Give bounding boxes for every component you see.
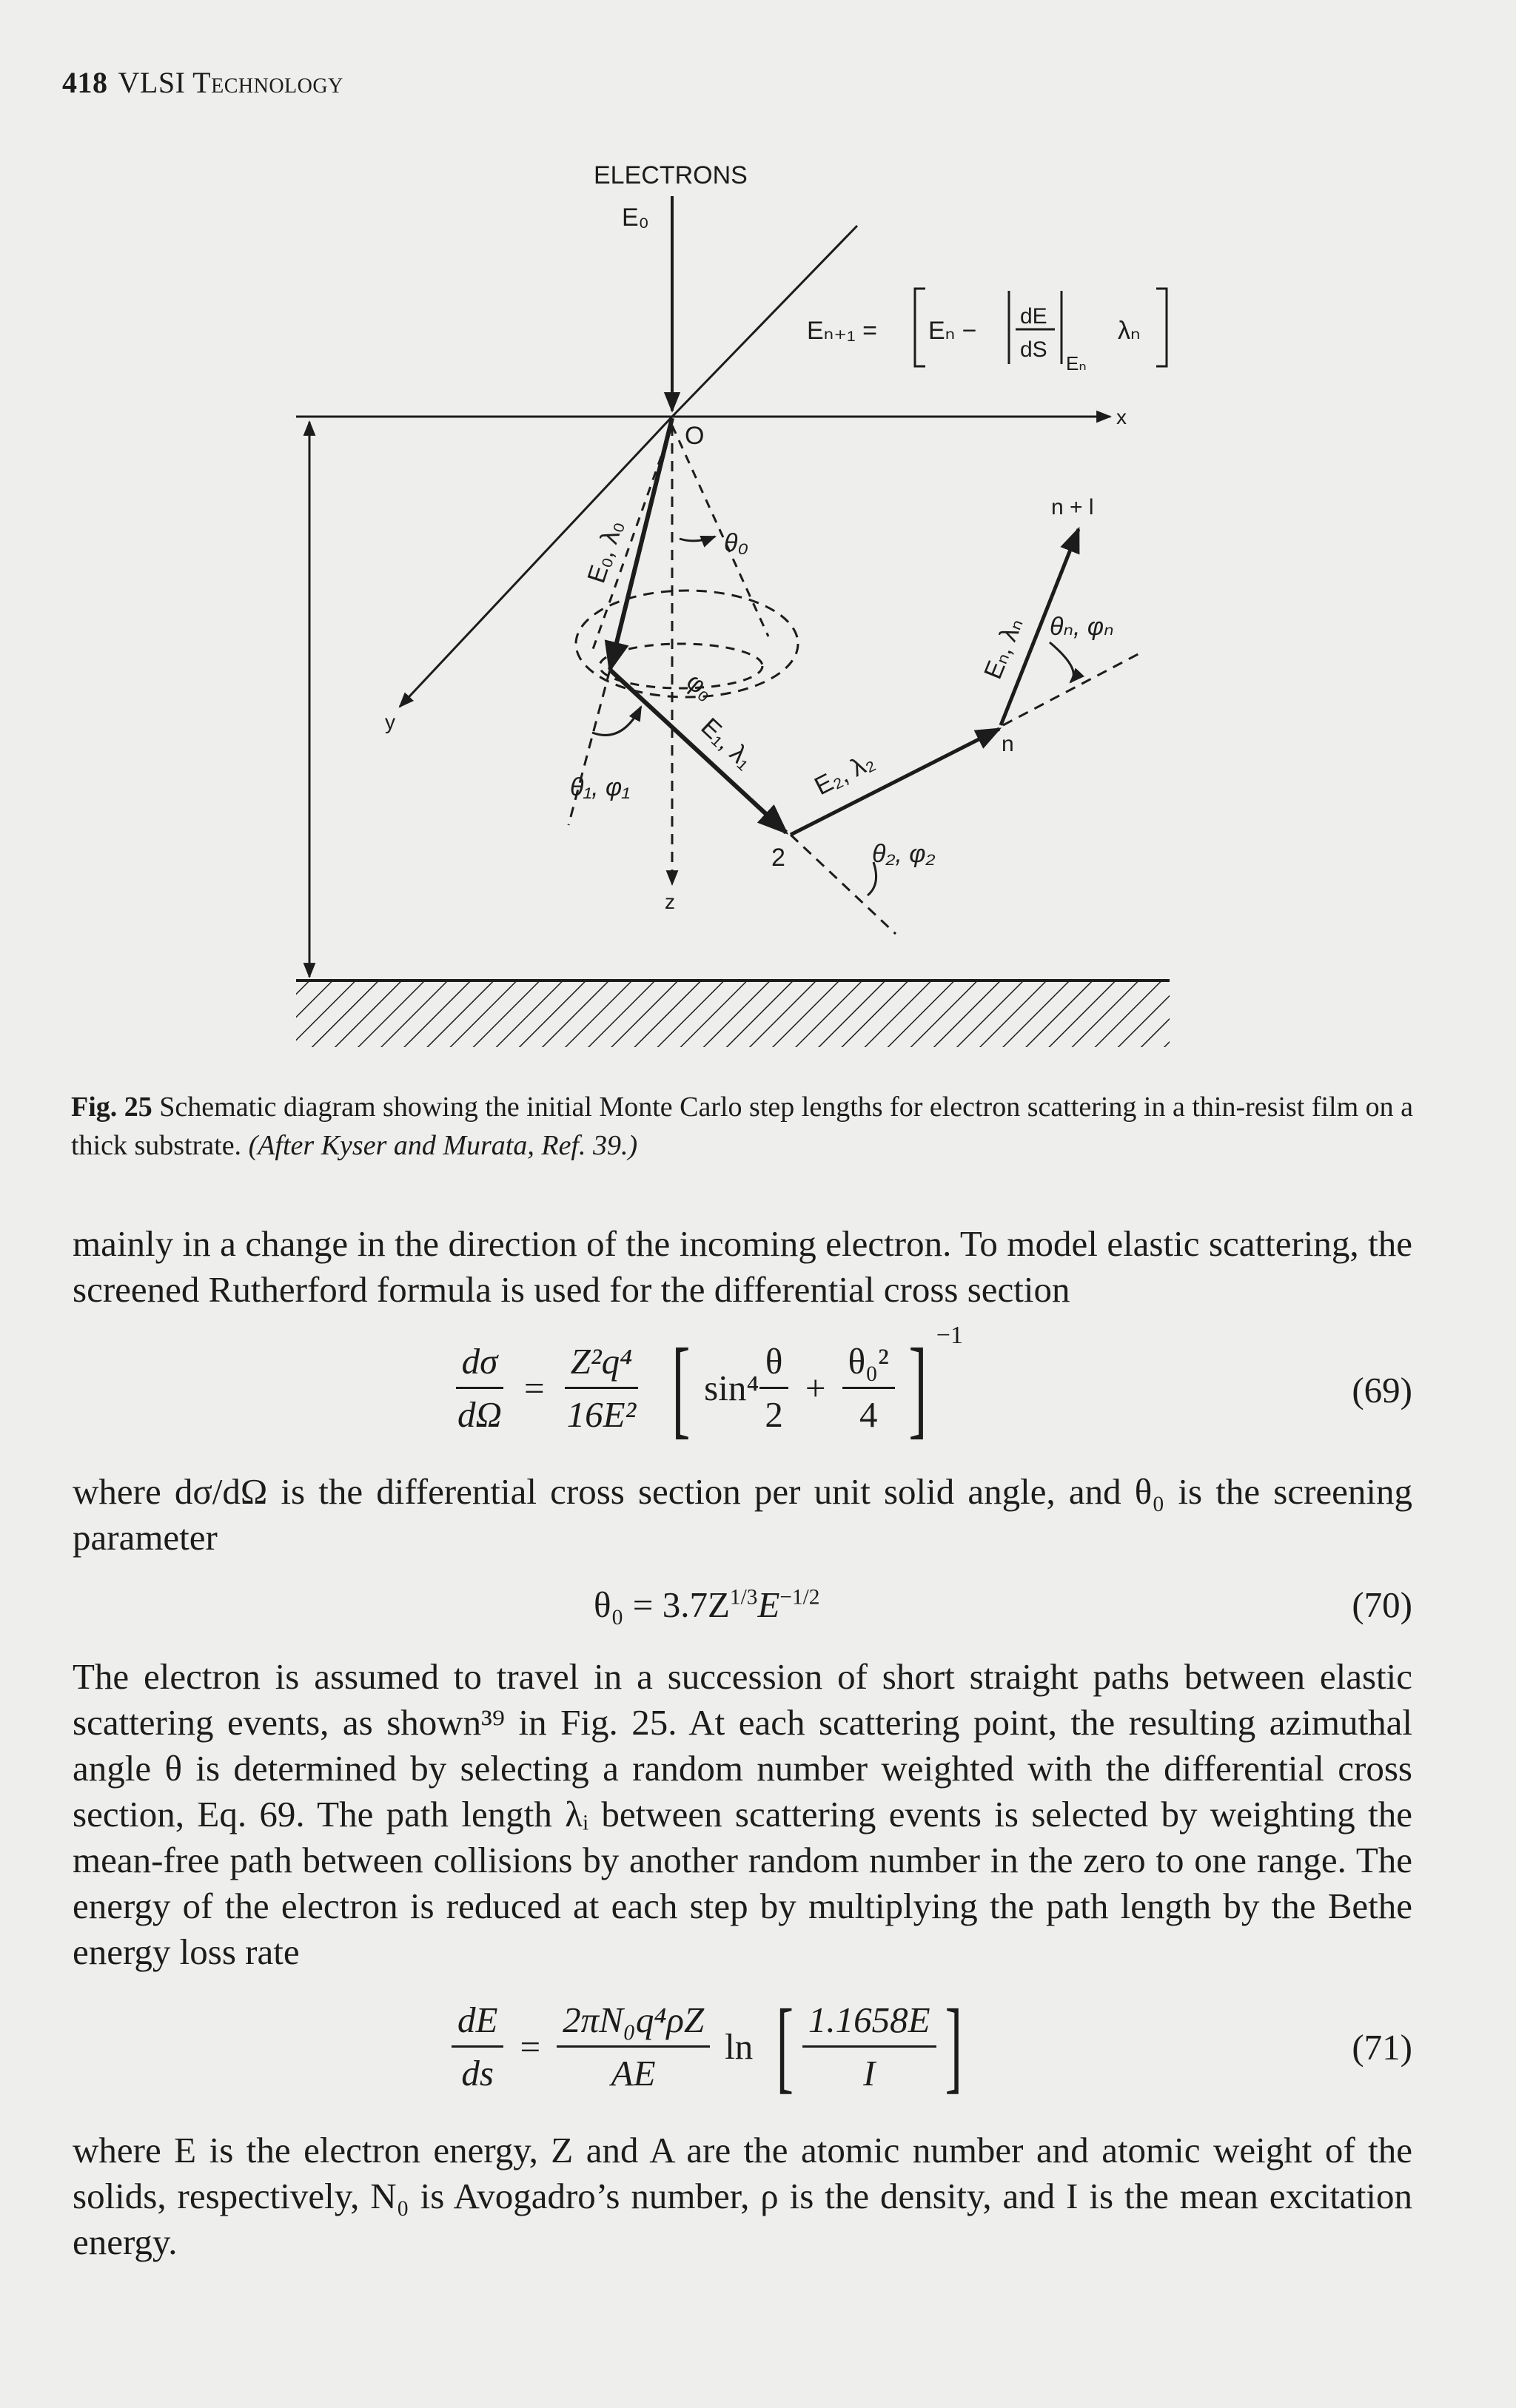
label-e0: E₀: [622, 204, 649, 232]
book-title: VLSI Technology: [118, 66, 343, 99]
substrate-hatch: [296, 982, 1170, 1047]
energy-ds: dS: [1020, 337, 1047, 362]
label-step-0: E₀, λ₀: [582, 517, 629, 587]
equation-70: $\theta_0 = 3.7Z^{1/3}E^{-1/2}$ (70): [594, 1584, 1412, 1625]
paragraph-1: mainly in a change in the direction of the incoming electron. To model elastic scattering, the screened Rutherford formula is used for the differential cross section: [73, 1223, 1412, 1310]
figure-25-diagram: [0, 133, 1516, 1066]
label-origin: O: [685, 422, 705, 450]
y-axis: [400, 417, 672, 707]
eq69-lhs: $\frac{d\sigma}{d\Omega}$: [452, 1340, 508, 1436]
label-point-2: 2: [771, 844, 785, 872]
energy-lhs: Eₙ₊₁ =: [807, 317, 877, 345]
energy-de: dE: [1020, 304, 1047, 329]
label-angle-2: θ₂, φ₂: [872, 840, 936, 868]
label-electrons: ELECTRONS: [594, 161, 748, 189]
equation-number-69: (69): [1352, 1370, 1412, 1410]
label-azimuth-0: φ₀: [680, 667, 720, 707]
eq69-coefficient: $\frac{\text{Z²q⁴}}{\text{16E²}}$: [561, 1340, 643, 1436]
figure-caption: [71, 1088, 1455, 1165]
label-y-axis: y: [385, 710, 395, 733]
energy-sub: Eₙ: [1066, 352, 1087, 374]
caption-source: (After Kyser and Murata, Ref. 39.): [248, 1130, 638, 1161]
equation-71: $\frac{dE}{ds}$ = $\frac{\text{2πN₀q⁴ρZ}}{AE}$ ln [ $\frac{1.1658E}{I}$ ] (71): [0, 1991, 1516, 2102]
label-step-2: E₂, λ₂: [810, 747, 879, 801]
running-header: [62, 65, 343, 100]
label-point-n-plus-1: n + l: [1051, 495, 1094, 519]
label-point-n: n: [1002, 732, 1014, 756]
label-angle-0: θ₀: [724, 529, 748, 557]
label-step-n: Eₙ, λₙ: [979, 613, 1029, 683]
equation-69: $\frac{d\sigma}{d\Omega}$ = $\frac{\text{Z²q⁴}}{\text{16E²}}$ [ sin⁴ $\frac{\theta}{2}$ + $\frac{\text{θ₀²}}{4}$ ] −1 (69): [0, 1325, 1516, 1450]
label-z-axis: z: [665, 890, 675, 913]
equation-number-71: (71): [1352, 2027, 1412, 2068]
label-angle-1: θ₁, φ₁: [570, 773, 630, 801]
equation-number-70: (70): [1352, 1584, 1412, 1625]
energy-en: Eₙ −: [928, 317, 977, 345]
caption-text: Schematic diagram showing the initial Monte Carlo step lengths for electron scattering in a thin-resist film on a thick substrate.: [71, 1092, 1414, 1161]
label-angle-n: θₙ, φₙ: [1050, 613, 1114, 641]
page-number: 418: [62, 66, 108, 99]
energy-lambda: λₙ: [1118, 317, 1141, 345]
caption-label: Fig. 25: [71, 1092, 152, 1123]
label-step-1: E₁, λ₁: [695, 713, 759, 775]
paragraph-2: where dσ/dΩ is the differential cross section per unit solid angle, and θ₀ is the screening parameter: [73, 1471, 1412, 1558]
paragraph-4: where E is the electron energy, Z and A are the atomic number and atomic weight of the solids, respectively, N₀ is Avogadro’s number, ρ is the density, and I is the mean excitation energy.: [73, 2130, 1412, 2262]
paragraph-3: The electron is assumed to travel in a succession of short straight paths between elastic scattering events, as shown³⁹ in Fig. 25. At each scattering point, the resulting azimuthal angle θ is determined by selecting a random number weighted with the differential cross section, Eq. 69. The path length λᵢ between scattering events is selected by weighting the mean-free path between collisions by another random number in the zero to one range. The energy of the electron is reduced at each step by multiplying the path length by the Bethe energy loss rate: [73, 1656, 1412, 1972]
label-x-axis: x: [1116, 406, 1127, 428]
